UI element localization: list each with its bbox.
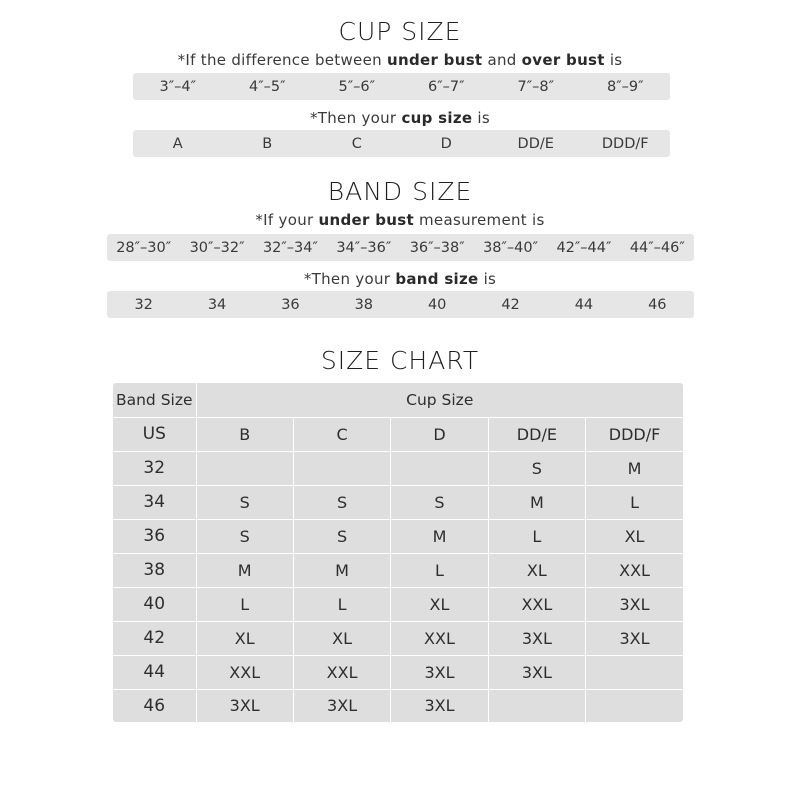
band-result-text: *Then your band size is	[303, 270, 497, 288]
measurement-cell: 30″–32″	[189, 239, 245, 256]
size-value: S	[293, 485, 390, 519]
size-value: 3XL	[391, 689, 488, 722]
size-value: L	[391, 553, 488, 587]
measurement-cell: 34″–36″	[336, 239, 392, 256]
size-value: XL	[391, 587, 488, 621]
difference-cell: 8″–9″	[606, 78, 644, 95]
cup-bar	[133, 130, 670, 157]
size-value: 3XL	[488, 655, 585, 689]
cup-column-header: C	[293, 417, 390, 451]
table-row	[113, 553, 683, 587]
size-value: XL	[488, 553, 585, 587]
size-value	[586, 689, 683, 722]
band-instruction: *If your under bust measurement is	[255, 211, 545, 229]
band-cell: 44	[574, 296, 594, 313]
size-value: S	[196, 485, 293, 519]
cup-column-header: DDD/F	[586, 417, 683, 451]
table-row	[113, 689, 683, 722]
size-value: XXL	[391, 621, 488, 655]
chart-cup-row	[113, 417, 683, 451]
size-value: M	[391, 519, 488, 553]
size-value: XL	[196, 621, 293, 655]
size-value: M	[293, 553, 390, 587]
size-value: S	[293, 519, 390, 553]
difference-cell: 3″–4″	[159, 78, 197, 95]
size-value: XXL	[196, 655, 293, 689]
cup-cell: D	[440, 135, 452, 152]
difference-cell: 7″–8″	[517, 78, 555, 95]
size-value: XXL	[293, 655, 390, 689]
size-value: XXL	[586, 553, 683, 587]
size-value: M	[586, 451, 683, 485]
band-value: 36	[113, 519, 196, 553]
band-cell: 42	[501, 296, 520, 313]
size-value	[391, 451, 488, 485]
table-row	[113, 587, 683, 621]
band-value: 32	[113, 451, 196, 485]
us-label: US	[113, 417, 196, 451]
size-value: 3XL	[586, 621, 683, 655]
band-value: 44	[113, 655, 196, 689]
size-value	[293, 451, 390, 485]
table-row	[113, 485, 683, 519]
cup-cell: DD/E	[517, 135, 554, 152]
band-cell: 32	[134, 296, 153, 313]
size-value: 3XL	[488, 621, 585, 655]
measurement-cell: 38″–40″	[483, 239, 539, 256]
band-value: 40	[113, 587, 196, 621]
size-value: M	[488, 485, 585, 519]
size-value: 3XL	[391, 655, 488, 689]
difference-cell: 6″–7″	[427, 78, 465, 95]
size-value: 3XL	[293, 689, 390, 722]
band-bar	[107, 291, 694, 318]
size-value: L	[293, 587, 390, 621]
size-value: S	[391, 485, 488, 519]
size-value: L	[488, 519, 585, 553]
size-value: 3XL	[196, 689, 293, 722]
cup-cell: C	[351, 135, 362, 152]
difference-bar	[133, 73, 670, 100]
size-value	[196, 451, 293, 485]
measurement-cell: 36″–38″	[409, 239, 465, 256]
size-value: XL	[586, 519, 683, 553]
cup-cell: DDD/F	[601, 135, 649, 152]
table-row	[113, 655, 683, 689]
band-size-header: Band Size	[113, 383, 196, 417]
measurement-cell: 42″–44″	[556, 239, 612, 256]
size-value: S	[196, 519, 293, 553]
band-cell: 34	[207, 296, 227, 313]
table-row	[113, 519, 683, 553]
size-chart-title: SIZE CHART	[320, 346, 480, 375]
cup-column-header: DD/E	[488, 417, 585, 451]
size-value: 3XL	[586, 587, 683, 621]
size-value: XXL	[488, 587, 585, 621]
cup-size-header: Cup Size	[196, 383, 683, 417]
band-value: 34	[113, 485, 196, 519]
cup-cell: B	[262, 135, 273, 152]
cup-instruction: *If the difference between under bust and over bust is	[177, 51, 623, 69]
cup-cell: A	[172, 135, 183, 152]
size-value: L	[586, 485, 683, 519]
cup-column-header: B	[196, 417, 293, 451]
band-cell: 38	[354, 296, 374, 313]
size-value: XL	[293, 621, 390, 655]
difference-cell: 4″–5″	[248, 78, 286, 95]
band-value: 42	[113, 621, 196, 655]
size-value	[586, 655, 683, 689]
measurement-bar	[107, 234, 694, 261]
size-value: M	[196, 553, 293, 587]
size-chart-table	[113, 383, 683, 722]
table-row	[113, 451, 683, 485]
band-cell: 40	[427, 296, 447, 313]
table-row	[113, 621, 683, 655]
band-size-title: BAND SIZE	[327, 177, 473, 206]
size-value: S	[488, 451, 585, 485]
cup-column-header: D	[391, 417, 488, 451]
band-value: 46	[113, 689, 196, 722]
cup-size-title: CUP SIZE	[338, 17, 462, 46]
size-value: L	[196, 587, 293, 621]
measurement-cell: 44″–46″	[629, 239, 685, 256]
size-value	[488, 689, 585, 722]
measurement-cell: 32″–34″	[262, 239, 318, 256]
difference-cell: 5″–6″	[338, 78, 376, 95]
chart-header-row	[113, 383, 683, 417]
cup-result-text: *Then your cup size is	[309, 109, 491, 127]
band-cell: 46	[648, 296, 667, 313]
band-cell: 36	[281, 296, 300, 313]
measurement-cell: 28″–30″	[116, 239, 172, 256]
band-value: 38	[113, 553, 196, 587]
